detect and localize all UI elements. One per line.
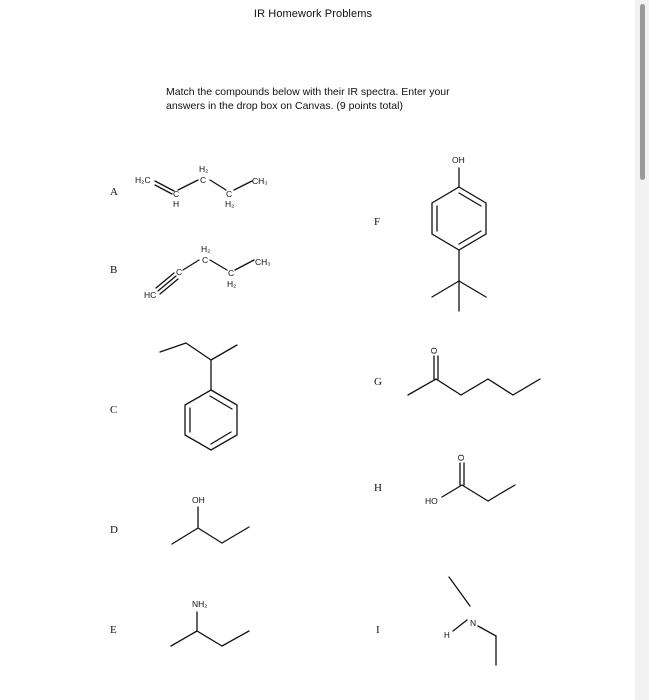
atom-h: H <box>444 631 450 640</box>
structure-f-tert-butylphenol <box>432 155 486 311</box>
atom-hc: HC <box>144 290 157 300</box>
compound-label-b: B <box>110 264 118 276</box>
atom-c: C <box>173 189 180 199</box>
scrollbar-thumb[interactable] <box>640 4 645 180</box>
compound-label-g: G <box>374 376 382 388</box>
structure-i-diethylamine <box>444 577 496 665</box>
structure-b-pentyne <box>144 244 271 300</box>
atom-c: C <box>226 189 233 199</box>
atom-c: C <box>228 268 235 278</box>
atom-oh: OH <box>452 155 465 165</box>
atom-ho: HO <box>425 496 438 506</box>
atom-h2: H₂ <box>227 279 237 289</box>
instructions-line-1: Match the compounds below with their IR spectra. Enter your <box>166 86 450 98</box>
atom-h: H <box>173 199 180 209</box>
compound-label-c: C <box>110 404 118 416</box>
instructions-line-2: answers in the drop box on Canvas. (9 points total) <box>166 100 403 112</box>
atom-ch3: CH₃ <box>255 257 271 267</box>
atom-h2c: H₂C <box>135 175 151 185</box>
compound-label-a: A <box>110 186 118 198</box>
structure-g-hexanone <box>408 347 540 395</box>
atom-n: N <box>470 618 477 628</box>
atom-c: C <box>176 267 183 277</box>
compound-label-i: I <box>376 624 380 636</box>
structure-h-propanoic-acid <box>425 454 515 506</box>
structure-a-pentene <box>135 164 268 209</box>
atom-h2: H₂ <box>199 164 209 174</box>
structure-e-butanamine <box>171 599 249 646</box>
atom-o: O <box>456 454 466 461</box>
atom-o: O <box>429 347 439 354</box>
structure-d-butanol <box>172 495 249 544</box>
compound-label-d: D <box>110 524 118 536</box>
atom-h2: H₂ <box>201 244 211 254</box>
atom-nh2: NH₂ <box>192 599 208 609</box>
atom-oh: OH <box>192 495 205 505</box>
page-title: IR Homework Problems <box>253 8 373 20</box>
compound-label-h: H <box>374 482 382 494</box>
compound-label-e: E <box>110 624 117 636</box>
atom-c: C <box>202 255 209 265</box>
atom-ch3: CH₃ <box>252 176 268 186</box>
atom-c: C <box>200 175 207 185</box>
compound-label-f: F <box>374 216 381 228</box>
structure-c-sec-butylbenzene <box>160 343 237 450</box>
vertical-scrollbar[interactable] <box>635 0 649 700</box>
atom-h2: H₂ <box>225 199 235 209</box>
